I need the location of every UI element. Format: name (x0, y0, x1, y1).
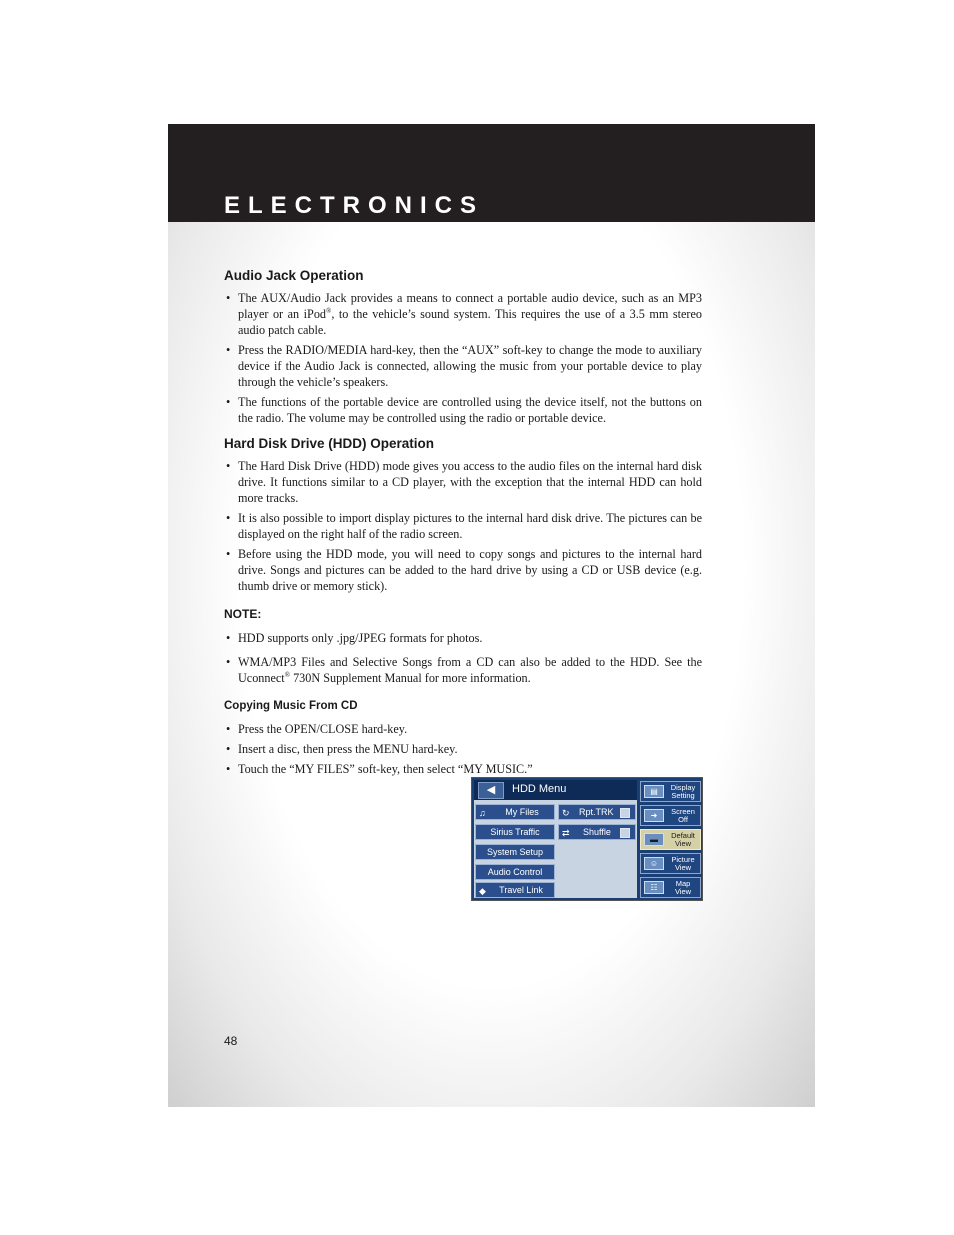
copying-bullet-2: • Insert a disc, then press the MENU hard-key. (224, 741, 702, 757)
repeat-checkbox (620, 808, 630, 818)
hdd-bullet-1: • The Hard Disk Drive (HDD) mode gives you access to the audio files on the internal hard disk drive. It functions similar to a CD player, with the exception that the internal HDD can hold more tracks. (224, 458, 702, 506)
section-title: ELECTRONICS (224, 192, 485, 219)
display-setting-line2: Setting (671, 791, 695, 800)
copying-bullet-3: • Touch the “MY FILES” soft-key, then select “MY MUSIC.” (224, 761, 702, 777)
screen-off-icon: ➜ (644, 809, 664, 822)
repeat-track-label: Rpt.TRK (579, 807, 614, 817)
audio-jack-bullet-2: • Press the RADIO/MEDIA hard-key, then the “AUX” soft-key to change the mode to auxiliary device if the Audio Jack is connected, allowing the music from your portable device to play through the vehicle’s speakers. (224, 342, 702, 390)
manual-page (168, 124, 815, 1107)
travel-link-icon: ◆ (479, 886, 486, 896)
audio-control-label: Audio Control (487, 867, 543, 877)
shuffle-button (558, 824, 636, 840)
note-list (224, 630, 702, 686)
map-icon: ☷ (644, 881, 664, 894)
my-files-label: My Files (505, 807, 539, 817)
hdd-bullet-2: • It is also possible to import display pictures to the internal hard disk drive. The pictures can be displayed on the right half of the radio screen. (224, 510, 702, 542)
page-number: 48 (224, 1034, 238, 1048)
note-bullet-1: • HDD supports only .jpg/JPEG formats for photos. (224, 630, 702, 646)
travel-link-label: Travel Link (499, 885, 543, 895)
my-files-button (475, 804, 555, 820)
system-setup-label: System Setup (486, 847, 544, 857)
picture-view-button (640, 853, 701, 874)
system-setup-button (475, 844, 555, 860)
map-view-button (640, 877, 701, 898)
display-icon: ▤ (644, 785, 664, 798)
audio-jack-list (224, 290, 702, 426)
hdd-heading: Hard Disk Drive (HDD) Operation (224, 436, 435, 451)
screen-off-line2: Off (678, 815, 688, 824)
note-label: NOTE: (224, 607, 262, 621)
copying-list (224, 721, 702, 777)
audio-jack-bullet-1: • The AUX/Audio Jack provides a means to connect a portable audio device, such as an MP3 player or an iPod®, to the vehicle’s sound system. This requires the use of a 3.5 mm stereo audio patch cable. (224, 290, 702, 338)
hdd-list (224, 458, 702, 594)
copying-bullet-1: • Press the OPEN/CLOSE hard-key. (224, 721, 702, 737)
shuffle-checkbox (620, 828, 630, 838)
screen-off-button (640, 805, 701, 826)
shuffle-icon: ⇄ (562, 828, 570, 838)
display-setting-line1: Display (670, 783, 696, 792)
hdd-bullet-3: • Before using the HDD mode, you will need to copy songs and pictures to the internal hard drive. Songs and pictures can be added to the hard drive by using a CD or USB device (e.g. thumb drive or memory stick). (224, 546, 702, 594)
back-arrow-icon: ◀ (478, 782, 504, 799)
page-content (224, 268, 702, 781)
files-icon: ♫ (479, 808, 486, 818)
section-header (168, 124, 815, 222)
note-bullet-2: • WMA/MP3 Files and Selective Songs from a CD can also be added to the HDD. See the Uconnect® 730N Supplement Manual for more information. (224, 654, 702, 686)
screen-title: HDD Menu (512, 783, 567, 795)
map-view-line1: Map (675, 879, 691, 888)
copying-heading: Copying Music From CD (224, 700, 358, 712)
shuffle-label: Shuffle (583, 827, 611, 837)
map-view-line2: View (674, 887, 692, 896)
audio-jack-heading: Audio Jack Operation (224, 268, 364, 283)
picture-view-line1: Picture (671, 855, 695, 864)
audio-control-button (475, 864, 555, 880)
repeat-track-button (558, 804, 636, 820)
screen-header (474, 780, 637, 800)
display-setting-button (640, 781, 701, 802)
picture-icon: ☺ (644, 857, 664, 870)
audio-jack-bullet-3: • The functions of the portable device are controlled using the device itself, not the buttons on the radio. The volume may be controlled using the radio or portable device. (224, 394, 702, 426)
default-view-button (640, 829, 701, 850)
screen-view-panel (640, 780, 701, 898)
sirius-traffic-label: Sirius Traffic (490, 827, 540, 837)
screen-menu-panel (474, 780, 637, 898)
travel-link-button (475, 882, 555, 898)
hdd-menu-screen (471, 777, 703, 901)
repeat-icon: ↻ (562, 808, 570, 818)
sirius-traffic-button (475, 824, 555, 840)
default-view-line2: View (674, 839, 692, 848)
default-view-line1: Default (671, 831, 695, 840)
picture-view-line2: View (674, 863, 692, 872)
default-view-icon: ▬ (644, 833, 664, 846)
screen-off-line1: Screen (671, 807, 695, 816)
